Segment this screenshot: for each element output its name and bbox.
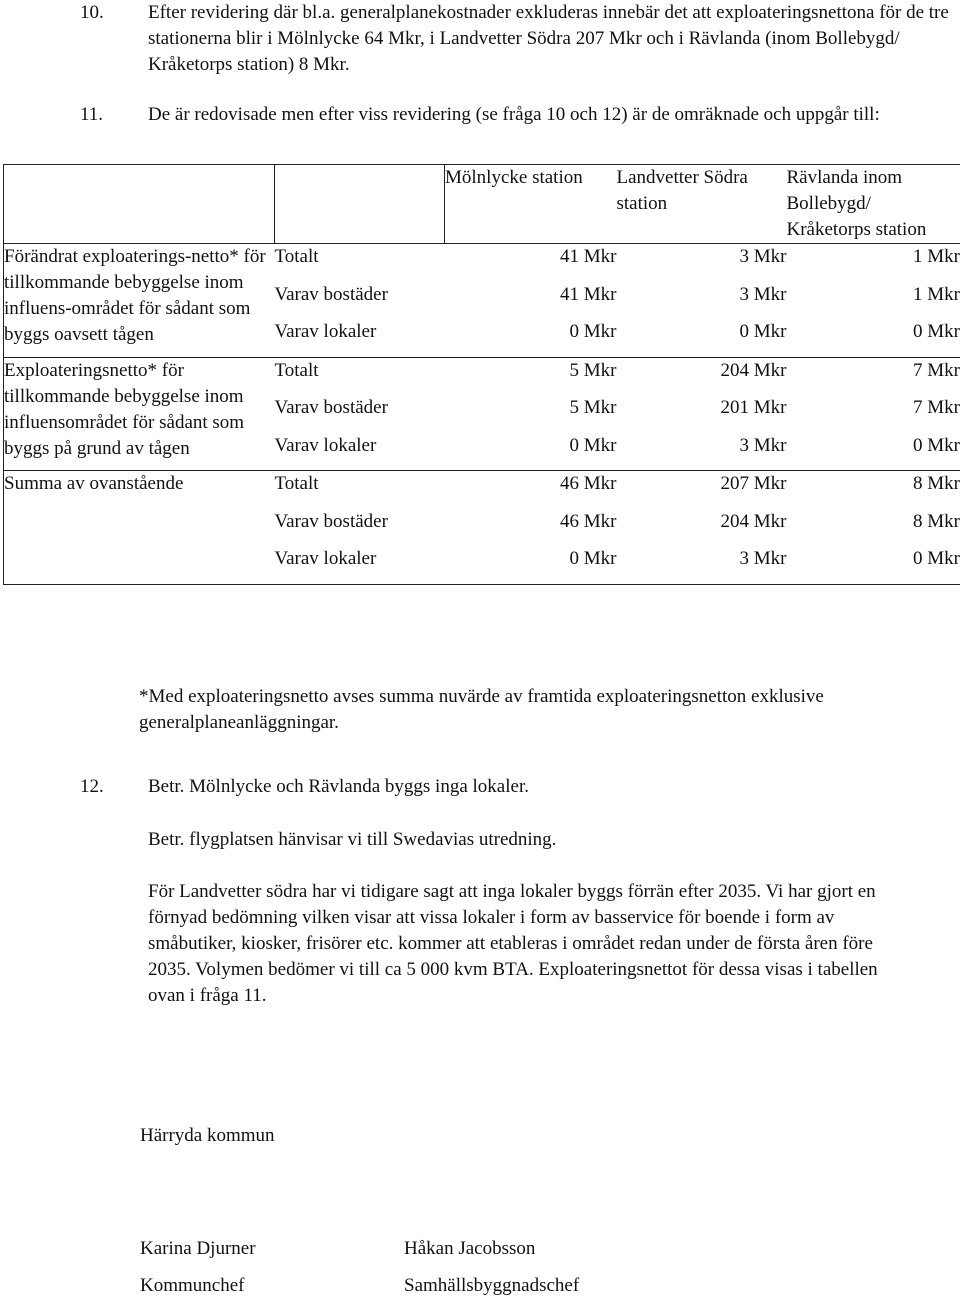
value-cell: 1 Mkr xyxy=(787,282,960,320)
value-cell: 3 Mkr xyxy=(617,244,787,282)
value-cell: 0 Mkr xyxy=(445,433,617,471)
value-cell: 41 Mkr xyxy=(445,282,617,320)
ravlanda-values xyxy=(787,471,960,585)
subrow-label: Varav lokaler xyxy=(275,433,445,471)
row-subrows xyxy=(275,471,445,585)
table-header-row xyxy=(4,165,960,244)
value-cell: 201 Mkr xyxy=(617,395,787,433)
header-empty xyxy=(275,165,445,244)
value-cell: 204 Mkr xyxy=(617,358,787,396)
landvetter-values xyxy=(617,244,787,358)
item-number: 11. xyxy=(80,102,103,128)
value-cell: 46 Mkr xyxy=(445,509,617,547)
value-cell: 5 Mkr xyxy=(445,395,617,433)
table-row xyxy=(4,357,960,471)
value-cell: 7 Mkr xyxy=(787,358,960,396)
header-molnlycke: Mölnlycke station xyxy=(445,165,617,244)
value-cell: 3 Mkr xyxy=(617,546,787,584)
subrow-label: Totalt xyxy=(275,358,445,396)
row-label: Exploateringsnetto* för tillkommande bebyggelse inom influensområdet för sådant som byggs på grund av tågen xyxy=(4,357,275,471)
paragraph: Betr. flygplatsen hänvisar vi till Swedavias utredning. xyxy=(148,827,908,853)
value-cell: 0 Mkr xyxy=(617,319,787,357)
table-row xyxy=(4,244,960,358)
header-ravlanda: Rävlanda inom Bollebygd/ Kråketorps station xyxy=(787,165,960,244)
value-cell: 207 Mkr xyxy=(617,471,787,509)
value-cell: 0 Mkr xyxy=(787,319,960,357)
value-cell: 204 Mkr xyxy=(617,509,787,547)
value-cell: 1 Mkr xyxy=(787,244,960,282)
value-cell: 41 Mkr xyxy=(445,244,617,282)
signer-title: Samhällsbyggnadschef xyxy=(404,1273,579,1310)
subrow-label: Varav bostäder xyxy=(275,509,445,547)
signer-name: Håkan Jacobsson xyxy=(404,1236,579,1273)
paragraph: Betr. Mölnlycke och Rävlanda byggs inga lokaler. xyxy=(148,774,908,800)
value-cell: 5 Mkr xyxy=(445,358,617,396)
molnlycke-values xyxy=(445,244,617,358)
value-cell: 8 Mkr xyxy=(787,471,960,509)
molnlycke-values xyxy=(445,357,617,471)
signer-name: Karina Djurner xyxy=(140,1236,256,1273)
subrow-label: Varav bostäder xyxy=(275,282,445,320)
row-subrows xyxy=(275,357,445,471)
item-text: Efter revidering där bl.a. generalplanekostnader exkluderas innebär det att exploateringsnettona för de tre stationerna blir i Mölnlycke 64 Mkr, i Landvetter Södra 207 Mkr och i Rävlanda (inom Bollebygd/ Kråketorps station) 8 Mkr. xyxy=(148,0,960,78)
header-landvetter: Landvetter Södra station xyxy=(617,165,787,244)
value-cell: 3 Mkr xyxy=(617,433,787,471)
header-empty xyxy=(4,165,275,244)
value-cell: 0 Mkr xyxy=(445,546,617,584)
footnote: *Med exploateringsnetto avses summa nuvärde av framtida exploateringsnetton exklusive generalplaneanläggningar. xyxy=(139,684,919,736)
subrow-label: Varav lokaler xyxy=(275,319,445,357)
item-number: 10. xyxy=(80,0,104,26)
value-cell: 46 Mkr xyxy=(445,471,617,509)
signer-title: Kommunchef xyxy=(140,1273,256,1310)
subrow-label: Varav lokaler xyxy=(275,546,445,584)
molnlycke-values xyxy=(445,471,617,585)
subrow-label: Varav bostäder xyxy=(275,395,445,433)
value-cell: 8 Mkr xyxy=(787,509,960,547)
landvetter-values xyxy=(617,471,787,585)
value-cell: 0 Mkr xyxy=(445,319,617,357)
item-number: 12. xyxy=(80,774,104,800)
value-cell: 0 Mkr xyxy=(787,546,960,584)
row-label: Förändrat exploaterings-netto* för tillkommande bebyggelse inom influens-området för sådant som byggs oavsett tågen xyxy=(4,244,275,358)
ravlanda-values xyxy=(787,244,960,358)
ravlanda-values xyxy=(787,357,960,471)
organization-name: Härryda kommun xyxy=(140,1123,275,1149)
value-cell: 7 Mkr xyxy=(787,395,960,433)
row-subrows xyxy=(275,244,445,358)
table-row xyxy=(4,471,960,585)
subrow-label: Totalt xyxy=(275,471,445,509)
value-cell: 0 Mkr xyxy=(787,433,960,471)
item-text: De är redovisade men efter viss revidering (se fråga 10 och 12) är de omräknade och uppgår till: xyxy=(148,102,960,128)
exploitation-table xyxy=(3,164,960,585)
value-cell: 3 Mkr xyxy=(617,282,787,320)
subrow-label: Totalt xyxy=(275,244,445,282)
paragraph: För Landvetter södra har vi tidigare sagt att inga lokaler byggs förrän efter 2035. Vi har gjort en förnyad bedömning vilken visar att vissa lokaler i form av basservice för boende i form av småbutiker, kiosker, frisörer etc. kommer att etableras i området redan under de första åren före 2035. Volymen bedömer vi till ca 5 000 kvm BTA. Exploateringsnettot för dessa visas i tabellen ovan i fråga 11. xyxy=(148,879,908,1009)
row-label: Summa av ovanstående xyxy=(4,471,275,585)
landvetter-values xyxy=(617,357,787,471)
